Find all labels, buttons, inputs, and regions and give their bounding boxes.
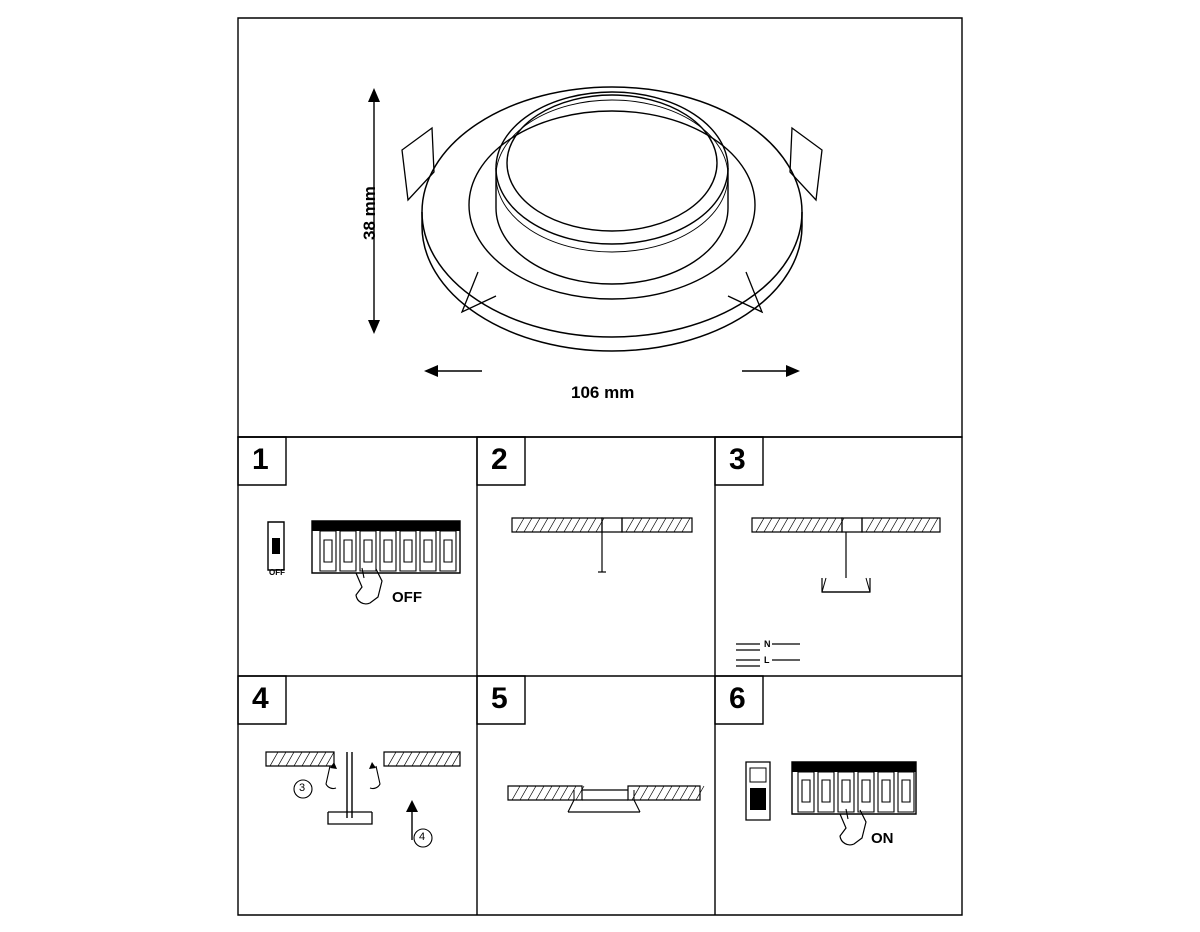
- switch-off-label: OFF: [269, 568, 285, 577]
- dimension-diameter-label: 106 mm: [571, 383, 635, 402]
- step-number-3: 3: [729, 443, 746, 476]
- breaker-off-label: OFF: [392, 589, 422, 606]
- breaker-on-label: ON: [871, 830, 894, 847]
- luminaire-drawing: [402, 87, 822, 351]
- wire-live-label: L: [764, 655, 770, 665]
- step-number-4: 4: [252, 682, 269, 715]
- step-number-2: 2: [491, 443, 508, 476]
- dimension-width-arrow: [424, 365, 800, 377]
- step4-graphic: [266, 752, 460, 847]
- step-number-6: 6: [729, 682, 746, 715]
- step1-graphic: [268, 521, 460, 604]
- step2-graphic: [512, 518, 692, 572]
- step5-graphic: [508, 786, 704, 812]
- step-number-5: 5: [491, 682, 508, 715]
- step-number-1: 1: [252, 443, 269, 476]
- dimension-height-label: 38 mm: [360, 186, 379, 240]
- callout-number-3: 3: [299, 782, 306, 794]
- callout-number-4: 4: [419, 831, 426, 843]
- wire-neutral-label: N: [764, 639, 771, 649]
- panel-top-border: [238, 18, 962, 437]
